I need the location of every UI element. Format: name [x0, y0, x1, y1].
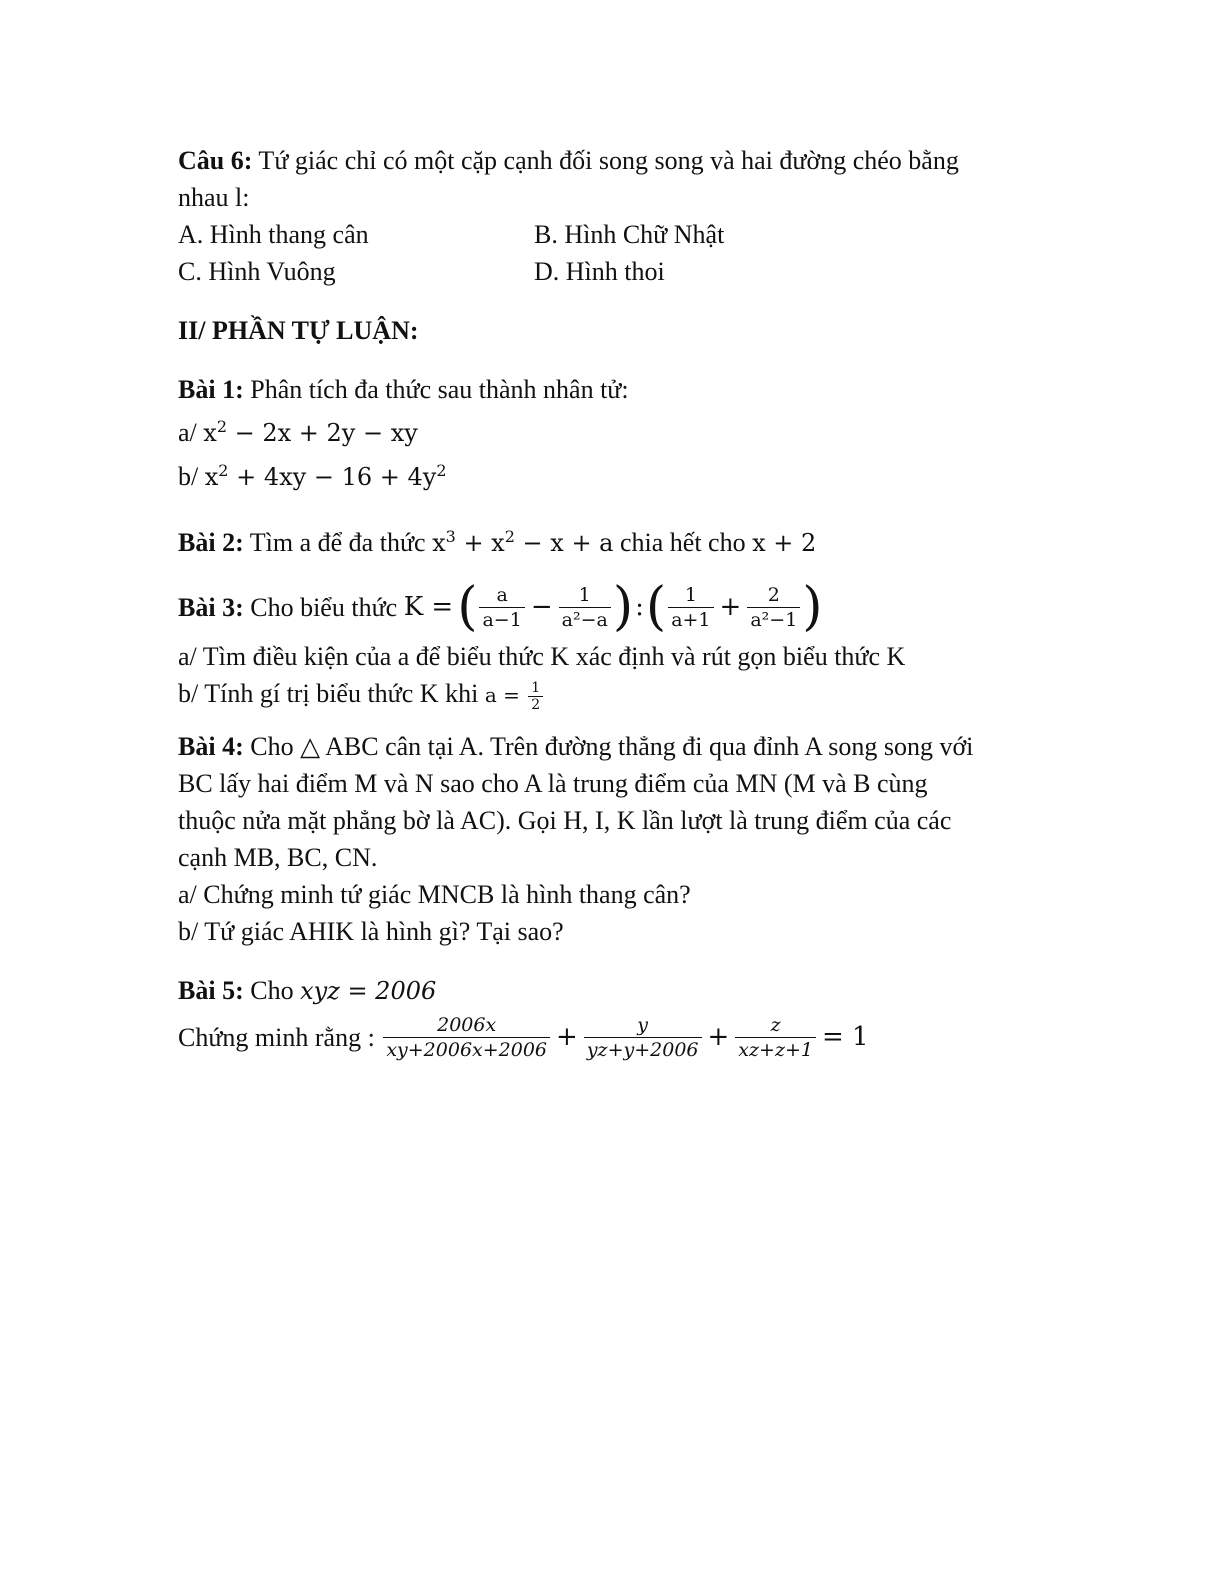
- question-6-text-line1: Tứ giác chỉ có một cặp cạnh đối song song và hai đường chéo bằng: [252, 146, 959, 175]
- exercise-3-label: Bài 3:: [178, 592, 244, 622]
- exercise-5-prove-text: Chứng minh rằng :: [178, 1022, 382, 1052]
- exercise-5: [178, 972, 1058, 1010]
- part-b-expression: $x^2 + 4xy - 16 + 4y^2$: [204, 461, 447, 491]
- option-a: A. Hình thang cân: [178, 220, 369, 249]
- plus-sign: +: [719, 591, 742, 622]
- exercise-1: [178, 371, 1058, 408]
- right-paren-2: ): [802, 577, 823, 637]
- exercise-5-proof: [178, 1006, 1058, 1068]
- exercise-1-part-b: [178, 452, 1058, 496]
- exercise-3: [178, 576, 1058, 638]
- exercise-5-label: Bài 5:: [178, 976, 244, 1005]
- question-6: [178, 142, 1058, 179]
- question-6-text-line2: nhau l:: [178, 183, 250, 212]
- question-6-label: Câu 6:: [178, 146, 253, 175]
- fraction-3: $\frac{1}{a+1}$: [668, 583, 713, 632]
- fraction-1: $\frac{a}{a-1}$: [479, 583, 524, 632]
- plus-sign-2: +: [707, 1021, 730, 1052]
- exercise-5-text: Cho: [243, 976, 301, 1005]
- question-6-options-row2: [178, 253, 1058, 290]
- part-a-prefix: a/: [178, 418, 204, 447]
- exercise-3-part-a: a/ Tìm điều kiện của a để biểu thức K xác định và rút gọn biểu thức K: [178, 642, 906, 671]
- exercise-2-text2: chia hết cho: [613, 528, 753, 557]
- part-b-prefix: b/: [178, 462, 205, 491]
- part-a-expression: $x^2 - 2x + 2y$ − xy: [203, 417, 418, 447]
- exercise-4-line1: Cho △ ABC cân tại A. Trên đường thẳng đi qua đỉnh A song song với: [243, 732, 974, 761]
- k-equals: K =: [403, 591, 454, 622]
- fraction-5-1: $\frac{2006x}{xy+2006x+2006}$: [383, 1013, 550, 1062]
- exercise-4-line4: cạnh MB, BC, CN.: [178, 843, 378, 872]
- exercise-2-divisor: x + 2: [752, 529, 817, 557]
- exercise-4: [178, 728, 1058, 765]
- exercise-2: [178, 518, 1058, 562]
- exercise-1-part-a: [178, 408, 1058, 452]
- fraction-2: $\frac{1}{\text{a²−a}}$: [559, 583, 611, 632]
- left-paren-1: (: [457, 577, 478, 637]
- exercise-2-text: Tìm a để đa thức: [243, 528, 433, 557]
- option-d: D. Hình thoi: [534, 257, 665, 286]
- exercise-4-line2: BC lấy hai điểm M và N sao cho A là trung điểm của MN (M và B cùng: [178, 769, 928, 798]
- exercise-3-text: Cho biểu thức: [243, 592, 404, 622]
- exercise-3-part-b-text: b/ Tính gí trị biểu thức K khi: [178, 679, 485, 708]
- plus-sign-1: +: [556, 1021, 578, 1052]
- option-c: C. Hình Vuông: [178, 257, 336, 286]
- question-6-options-row1: [178, 216, 1058, 253]
- exercise-4-part-a: a/ Chứng minh tứ giác MNCB là hình thang cân?: [178, 880, 691, 909]
- exercise-1-text: Phân tích đa thức sau thành nhân tử:: [243, 375, 629, 404]
- exercise-3-part-b: [178, 675, 1058, 714]
- minus-sign: −: [530, 591, 553, 622]
- a-equals: a =: [484, 683, 527, 707]
- exercise-2-label: Bài 2:: [178, 528, 244, 557]
- equals-one: = 1: [821, 1021, 869, 1052]
- fraction-4: $\frac{2}{\text{a²−1}}$: [747, 583, 800, 632]
- exercise-5-given: xyz = 2006: [300, 977, 437, 1005]
- exercise-4-line3: thuộc nửa mặt phẳng bờ là AC). Gọi H, I, K lần lượt là trung điểm của các: [178, 806, 952, 835]
- exercise-2-polynomial: $x^3 + x^2 - x + a$: [432, 527, 614, 557]
- right-paren-1: ): [612, 577, 634, 637]
- exercise-4-part-b: b/ Tứ giác AHIK là hình gì? Tại sao?: [178, 917, 564, 946]
- left-paren-2: (: [645, 577, 667, 637]
- fraction-5-3: $\frac{z}{xz+z+1}$: [735, 1013, 816, 1062]
- fraction-one-half: $\frac{1}{2}$: [528, 680, 543, 713]
- exercise-1-label: Bài 1:: [178, 375, 244, 404]
- option-b: B. Hình Chữ Nhật: [534, 220, 725, 249]
- fraction-5-2: $\frac{y}{yz+y+2006}$: [584, 1013, 702, 1062]
- section-2-title: II/ PHẦN TỰ LUẬN:: [178, 316, 419, 345]
- colon-sign: :: [635, 591, 644, 622]
- exercise-4-label: Bài 4:: [178, 732, 244, 761]
- document-page: [178, 140, 1058, 1068]
